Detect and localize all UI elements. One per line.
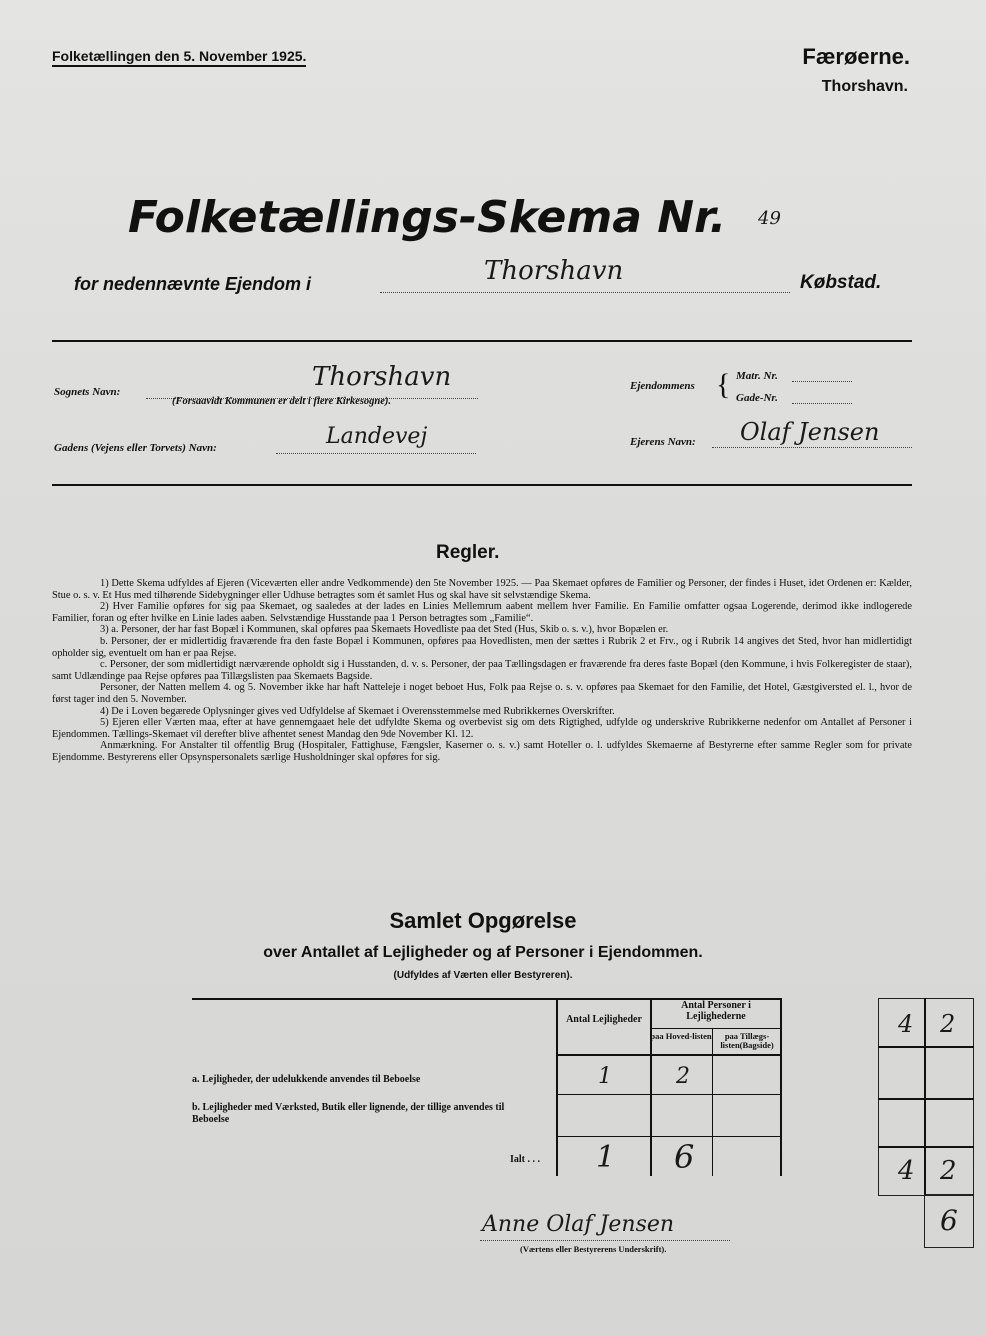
gade-field [792, 403, 852, 404]
col-main-list-header: paa Hoved-listen [650, 1031, 712, 1041]
total-apartments-value: 1 [596, 1140, 616, 1175]
side-tally-r4c2: 2 [940, 1156, 957, 1186]
matr-label: Matr. Nr. [736, 370, 778, 382]
table-subheader-rule [650, 1028, 782, 1029]
rule-paragraph: 5) Ejeren eller Værten maa, efter at have gennemgaaet hele det udfyldte Skema og overbevist sig om dets Rigtighed, udfylde og underskrive Rubrikkerne nedenfor om Antallet af Personer i Ejendommen. Tællings-Skemaet vil derefter blive afhentet senest Mandag den 9de November Kl. 12. [52, 717, 912, 740]
rule-remark: Anmærkning. For Anstalter til offentlig Brug (Hospitaler, Fattighuse, Fængsler, Kaserner o. s. v.) samt Hoteller o. l. udfyldes Skemaerne af Bestyrerne efter samme Regler som for private Ejendomme. Bestyrerens eller Opsynspersonalets særlige Husholdninger skal opføres for sig. [52, 740, 912, 763]
side-tally-total: 6 [940, 1204, 958, 1237]
town-label: Thorshavn. [821, 78, 908, 95]
col-persons-header: Antal Personer i Lejlighederne [681, 1000, 751, 1022]
col-apartments-header: Antal Lejligheder [566, 1014, 642, 1025]
property-town-line [74, 256, 894, 298]
rules-heading: Regler. [436, 542, 500, 563]
row-a-label: a. Lejligheder, der udelukkende anvendes til Beboelse [192, 1074, 421, 1085]
signature-value: Anne Olaf Jensen [482, 1212, 675, 1237]
row-b-label: b. Lejligheder med Værksted, Butik eller lignende, der tillige anvendes til Beboelse [192, 1102, 505, 1125]
street-field [276, 453, 476, 454]
rule-paragraph: 4) De i Loven begærede Oplysninger gives ved Udfyldelse af Skemaet i Overensstemmelse med Rubrikkernes Overskrifter. [100, 705, 615, 717]
table-vline-3 [712, 1028, 713, 1176]
side-tally-grid [878, 998, 974, 1196]
rule-paragraph: 1) Dette Skema udfyldes af Ejeren (Viceværten eller andre Vedkommende) den 5te November 1925. — Paa Skemaet opføres de Familier og Personer, der findes i Huset, idet Ordenen er: Kælder, Stue o. s. v. Et Hus med tilhørende Sidebygninger eller Udhuse betragtes som ét samlet Hus og skal have sit selvstændige Skema. [52, 578, 912, 601]
rule-paragraph: Personer, der Natten mellem 4. og 5. November ikke har haft Natteleje i noget beboet Hus, Folk paa Rejse o. s. v. opføres paa Skemaet for den Familie, det Hotel, Gæstgiversted el. l., hvor de først tager ind den 5. November. [52, 682, 912, 705]
property-town-suffix: Købstad. [800, 272, 882, 293]
divider-bottom [52, 484, 912, 486]
row-a-main-value: 2 [676, 1064, 690, 1089]
side-tally-hline-2 [878, 1098, 974, 1100]
table-row-rule-2 [556, 1136, 782, 1137]
rule-paragraph: c. Personer, der som midlertidigt nærværende opholdt sig i Husstanden, d. v. s. Personer, der paa Tællingsdagen er fraværende fra deres faste Bopæl (den Kommune, i hvis Folkeregister de staar), samt Udlændinge paa Rejse opføres paa Tillægslisten paa Skemaets Bagside. [52, 659, 912, 682]
summary-heading: Samlet Opgørelse [389, 908, 577, 933]
parish-note: (Forsaavidt Kommunen er delt i flere Kirkesogne). [172, 396, 392, 407]
summary-subheading: over Antallet af Lejligheder og af Personer i Ejendommen. [263, 944, 703, 961]
summary-table [192, 998, 782, 1176]
form-title-text: Folketællings-Skema Nr. [128, 192, 727, 243]
col-supp-list-header: paa Tillægs-listen(Bagside) [720, 1031, 774, 1050]
matr-field [792, 381, 852, 382]
table-vline-4 [780, 998, 782, 1176]
form-number: 49 [758, 208, 781, 229]
brace-icon: { [716, 368, 731, 401]
side-tally-hline-3 [878, 1146, 974, 1148]
census-date-text: Folketællingen den 5. November 1925. [52, 48, 307, 64]
side-tally-hline-1 [878, 1046, 974, 1048]
gade-label: Gade-Nr. [736, 392, 778, 404]
side-tally-r1c2: 2 [940, 1010, 956, 1038]
owner-value: Olaf Jensen [740, 418, 880, 446]
parish-value: Thorshavn [312, 362, 452, 392]
property-label: Ejendommens [630, 380, 695, 392]
row-a-apartments-value: 1 [598, 1064, 612, 1089]
table-vline-2 [650, 998, 652, 1176]
census-date-line [52, 48, 306, 67]
total-label: Ialt . . . [510, 1154, 540, 1165]
divider-top [52, 340, 912, 342]
table-vline-1 [556, 998, 558, 1176]
table-header-rule [556, 1054, 782, 1056]
rule-paragraph: b. Personer, der er midlertidig fraværende fra den faste Bopæl i Kommunen, opføres paa Hovedlisten, men der sættes i Rubrik 2 et Frv., og i Rubrik 14 angives det Sted, hvor han midlertidigt opholder sig, eventuelt om han er paa Rejse. [52, 635, 912, 659]
signature-caption: (Værtens eller Bestyrerens Underskrift). [520, 1244, 667, 1254]
parish-label: Sognets Navn: [54, 386, 121, 398]
owner-label: Ejerens Navn: [630, 436, 696, 448]
side-tally-r4c1: 4 [898, 1156, 915, 1186]
table-row-rule [556, 1094, 782, 1095]
street-label: Gadens (Vejens eller Torvets) Navn: [54, 442, 217, 454]
side-tally-r1c1: 4 [898, 1010, 914, 1038]
owner-field [712, 447, 912, 448]
property-town-value: Thorshavn [484, 256, 624, 286]
property-town-dots [380, 292, 790, 293]
form-title [128, 192, 726, 243]
summary-note: (Udfyldes af Værten eller Bestyreren). [393, 970, 573, 981]
total-main-value: 6 [674, 1138, 695, 1176]
side-tally-vline [924, 998, 926, 1196]
region-label: Færøerne. [802, 44, 910, 69]
total-label-text: Ialt [510, 1154, 525, 1165]
rule-paragraph: 2) Hver Familie opføres for sig paa Skemaet, og saaledes at der lades en Linies Mellemrum aabent mellem hver Familie. En Familie omfatter ogsaa Logerende, derimod ikke indlogerede Familier, foran og efter hvilke en Linie lades aaben. Selvstændige Husstande paa 1 Person betragtes som „Familie“. [52, 601, 912, 624]
signature-line [480, 1240, 730, 1241]
property-town-prefix: for nedennævnte Ejendom i [74, 274, 312, 294]
rules-text [52, 578, 912, 764]
street-value: Landevej [326, 424, 428, 449]
rule-paragraph: 3) a. Personer, der har fast Bopæl i Kommunen, skal opføres paa Skemaets Hovedliste paa det Sted (Hus, Skib o. s. v.), hvor Bopælen er. [100, 624, 669, 636]
